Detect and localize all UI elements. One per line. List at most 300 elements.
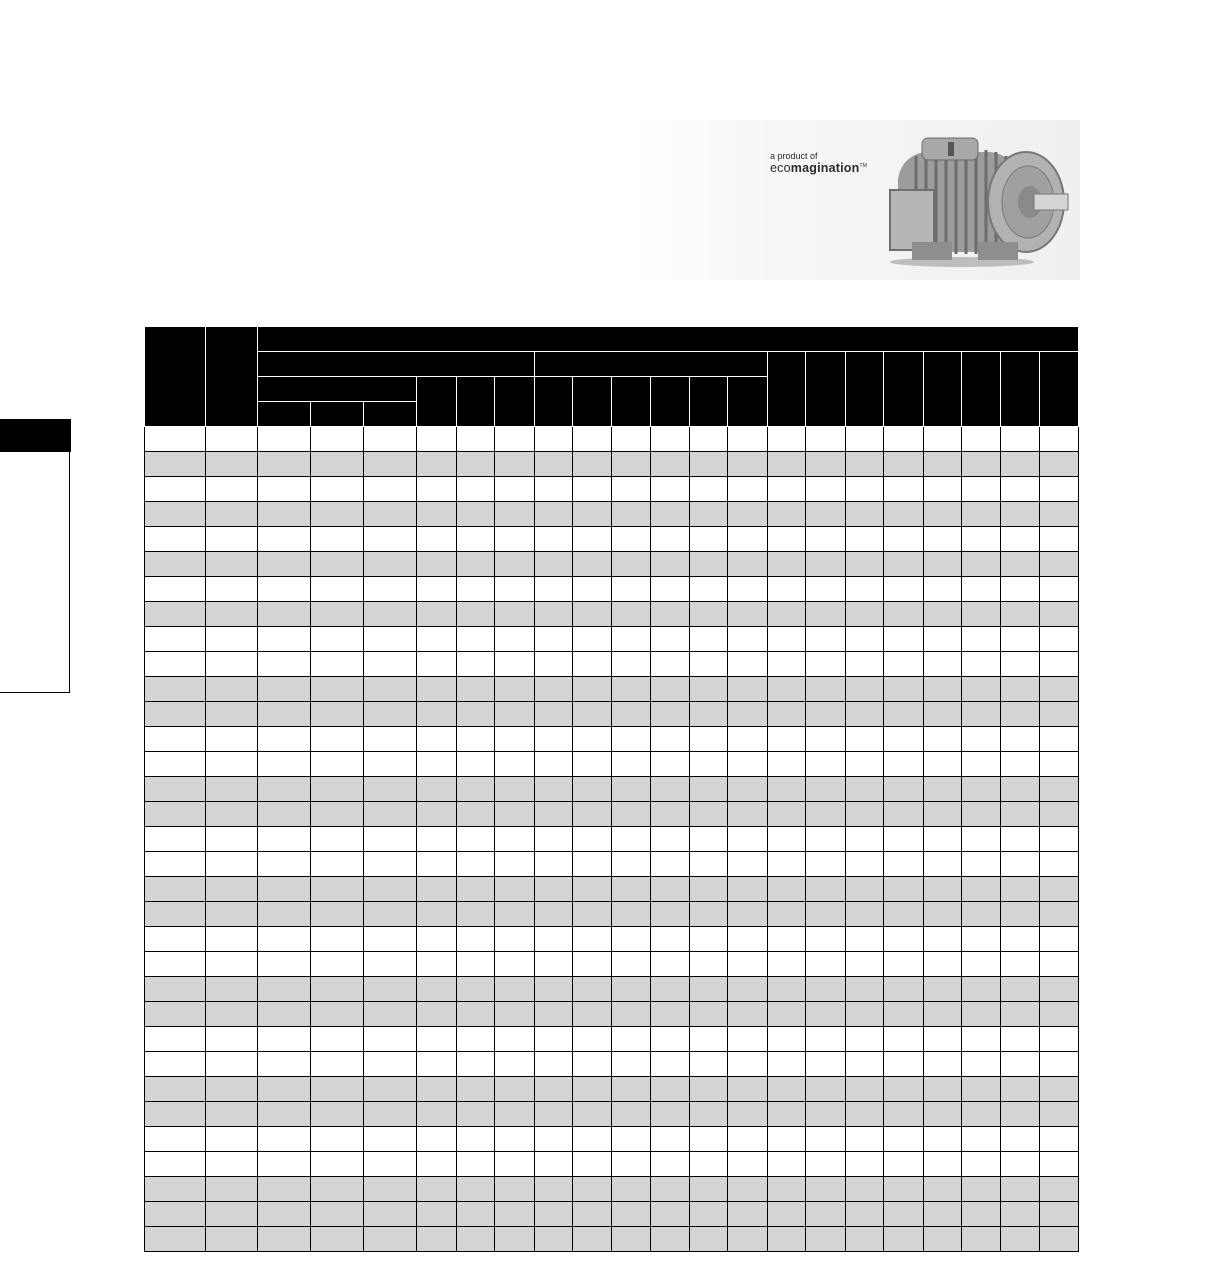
table-cell	[611, 702, 651, 727]
table-cell	[573, 977, 611, 1002]
header-cell	[311, 402, 364, 427]
table-cell	[651, 1077, 689, 1102]
table-cell	[364, 427, 417, 452]
table-cell	[884, 752, 924, 777]
table-cell	[651, 927, 689, 952]
tagline-brand	[770, 162, 867, 176]
table-cell	[845, 977, 883, 1002]
table-cell	[728, 777, 768, 802]
table-cell	[456, 502, 494, 527]
table-cell	[311, 1052, 364, 1077]
table-cell	[495, 552, 535, 577]
table-cell	[495, 527, 535, 552]
header-cell	[573, 377, 611, 427]
table-cell	[573, 477, 611, 502]
table-cell	[806, 552, 846, 577]
header-cell	[495, 377, 535, 427]
table-cell	[923, 1077, 961, 1102]
table-row	[145, 1127, 1079, 1152]
table-cell	[611, 927, 651, 952]
table-cell	[258, 1227, 311, 1252]
table-cell	[364, 752, 417, 777]
table-cell	[845, 777, 883, 802]
table-row	[145, 1052, 1079, 1077]
table-cell	[534, 1077, 572, 1102]
table-cell	[311, 702, 364, 727]
table-cell	[651, 702, 689, 727]
table-cell	[456, 852, 494, 877]
brand-tm: TM	[859, 162, 868, 169]
table-cell	[767, 902, 805, 927]
tagline-small: a product of	[770, 151, 818, 161]
table-cell	[1000, 827, 1040, 852]
table-cell	[651, 1052, 689, 1077]
table-cell	[206, 602, 258, 627]
table-cell	[534, 802, 572, 827]
table-cell	[962, 1177, 1000, 1202]
table-cell	[884, 602, 924, 627]
table-cell	[573, 1052, 611, 1077]
table-cell	[923, 1227, 961, 1252]
header-cell	[728, 377, 768, 427]
table-cell	[1000, 877, 1040, 902]
table-cell	[962, 702, 1000, 727]
table-cell	[651, 827, 689, 852]
table-cell	[611, 552, 651, 577]
table-cell	[258, 577, 311, 602]
table-cell	[884, 552, 924, 577]
table-cell	[651, 427, 689, 452]
table-cell	[728, 1177, 768, 1202]
table-cell	[728, 852, 768, 877]
table-cell	[845, 902, 883, 927]
table-cell	[923, 952, 961, 977]
table-cell	[651, 752, 689, 777]
table-row	[145, 877, 1079, 902]
table-cell	[767, 1027, 805, 1052]
table-cell	[728, 677, 768, 702]
table-cell	[884, 1202, 924, 1227]
table-cell	[728, 1077, 768, 1102]
table-cell	[573, 827, 611, 852]
table-cell	[962, 952, 1000, 977]
table-cell	[845, 627, 883, 652]
table-cell	[311, 427, 364, 452]
table-cell	[884, 627, 924, 652]
table-cell	[689, 427, 727, 452]
table-cell	[611, 1002, 651, 1027]
table-cell	[1040, 1202, 1079, 1227]
table-cell	[1040, 827, 1079, 852]
header-cell-col1	[145, 327, 206, 427]
table-cell	[364, 1102, 417, 1127]
table-cell	[689, 1202, 727, 1227]
table-cell	[145, 952, 206, 977]
table-cell	[884, 1227, 924, 1252]
table-cell	[728, 1127, 768, 1152]
table-cell	[1040, 802, 1079, 827]
table-cell	[611, 577, 651, 602]
table-cell	[1000, 527, 1040, 552]
table-row	[145, 1227, 1079, 1252]
table-cell	[845, 927, 883, 952]
table-cell	[1040, 577, 1079, 602]
table-cell	[206, 777, 258, 802]
table-cell	[962, 902, 1000, 927]
table-cell	[884, 802, 924, 827]
table-cell	[611, 1052, 651, 1077]
table-cell	[206, 1177, 258, 1202]
table-cell	[962, 1202, 1000, 1227]
table-cell	[845, 727, 883, 752]
header-cell	[364, 402, 417, 427]
table-cell	[417, 1227, 457, 1252]
table-cell	[364, 527, 417, 552]
table-cell	[495, 952, 535, 977]
table-cell	[923, 527, 961, 552]
table-cell	[495, 1102, 535, 1127]
table-cell	[258, 677, 311, 702]
table-cell	[206, 977, 258, 1002]
table-cell	[806, 627, 846, 652]
header-cell	[1040, 352, 1079, 427]
table-cell	[573, 852, 611, 877]
table-cell	[534, 627, 572, 652]
table-cell	[573, 1077, 611, 1102]
table-cell	[845, 952, 883, 977]
table-cell	[145, 827, 206, 852]
table-row	[145, 927, 1079, 952]
header-cell	[1000, 352, 1040, 427]
table-cell	[767, 477, 805, 502]
table-cell	[364, 902, 417, 927]
table-cell	[206, 752, 258, 777]
table-cell	[962, 1077, 1000, 1102]
table-cell	[417, 502, 457, 527]
table-cell	[206, 652, 258, 677]
table-cell	[923, 877, 961, 902]
table-cell	[495, 777, 535, 802]
table-cell	[145, 877, 206, 902]
table-cell	[962, 1102, 1000, 1127]
table-cell	[689, 752, 727, 777]
table-cell	[845, 452, 883, 477]
table-cell	[1040, 1127, 1079, 1152]
table-cell	[923, 902, 961, 927]
table-cell	[258, 1052, 311, 1077]
table-cell	[1000, 702, 1040, 727]
table-row	[145, 752, 1079, 777]
table-cell	[534, 977, 572, 1002]
table-cell	[145, 577, 206, 602]
table-cell	[417, 977, 457, 1002]
table-cell	[417, 1027, 457, 1052]
table-cell	[923, 552, 961, 577]
table-cell	[1040, 1077, 1079, 1102]
table-cell	[311, 1027, 364, 1052]
table-cell	[495, 902, 535, 927]
table-cell	[845, 802, 883, 827]
table-cell	[311, 1152, 364, 1177]
table-cell	[364, 827, 417, 852]
table-cell	[806, 852, 846, 877]
table-cell	[495, 852, 535, 877]
table-cell	[884, 502, 924, 527]
table-cell	[767, 427, 805, 452]
table-cell	[206, 477, 258, 502]
table-cell	[364, 1177, 417, 1202]
table-cell	[573, 1102, 611, 1127]
table-cell	[258, 1127, 311, 1152]
table-cell	[258, 1152, 311, 1177]
table-cell	[364, 852, 417, 877]
table-cell	[456, 1127, 494, 1152]
table-row	[145, 852, 1079, 877]
table-cell	[962, 802, 1000, 827]
table-cell	[845, 1052, 883, 1077]
table-cell	[311, 477, 364, 502]
table-cell	[728, 1227, 768, 1252]
table-cell	[573, 777, 611, 802]
table-cell	[962, 427, 1000, 452]
table-cell	[767, 627, 805, 652]
table-cell	[845, 427, 883, 452]
table-cell	[1040, 952, 1079, 977]
table-cell	[767, 852, 805, 877]
table-cell	[456, 1077, 494, 1102]
table-header	[145, 327, 1079, 427]
header-cell	[806, 352, 846, 427]
table-cell	[767, 652, 805, 677]
table-cell	[417, 877, 457, 902]
table-cell	[145, 527, 206, 552]
table-cell	[651, 602, 689, 627]
table-cell	[923, 652, 961, 677]
table-cell	[145, 452, 206, 477]
table-cell	[573, 1202, 611, 1227]
table-cell	[417, 902, 457, 927]
table-cell	[611, 1027, 651, 1052]
table-cell	[311, 1127, 364, 1152]
table-cell	[962, 502, 1000, 527]
table-cell	[923, 502, 961, 527]
table-cell	[728, 502, 768, 527]
table-cell	[417, 702, 457, 727]
table-cell	[573, 427, 611, 452]
table-cell	[145, 1127, 206, 1152]
table-cell	[573, 527, 611, 552]
table-cell	[456, 1202, 494, 1227]
table-cell	[417, 602, 457, 627]
table-cell	[145, 702, 206, 727]
table-cell	[767, 727, 805, 752]
table-cell	[806, 1077, 846, 1102]
table-cell	[258, 1102, 311, 1127]
table-cell	[689, 952, 727, 977]
table-cell	[573, 452, 611, 477]
table-cell	[456, 927, 494, 952]
table-cell	[145, 752, 206, 777]
table-cell	[923, 827, 961, 852]
table-cell	[611, 952, 651, 977]
table-cell	[145, 652, 206, 677]
table-cell	[573, 1227, 611, 1252]
table-cell	[806, 527, 846, 552]
table-cell	[311, 952, 364, 977]
table-cell	[1000, 452, 1040, 477]
table-cell	[258, 977, 311, 1002]
table-cell	[456, 702, 494, 727]
table-cell	[573, 652, 611, 677]
table-cell	[1040, 652, 1079, 677]
table-cell	[1000, 1152, 1040, 1177]
table-cell	[364, 702, 417, 727]
table-cell	[845, 1202, 883, 1227]
table-cell	[845, 702, 883, 727]
table-cell	[1000, 1077, 1040, 1102]
table-cell	[258, 552, 311, 577]
table-cell	[573, 1027, 611, 1052]
table-cell	[573, 952, 611, 977]
table-cell	[651, 1152, 689, 1177]
table-cell	[534, 852, 572, 877]
table-cell	[311, 827, 364, 852]
table-cell	[767, 777, 805, 802]
table-cell	[689, 802, 727, 827]
table-cell	[611, 802, 651, 827]
table-cell	[258, 752, 311, 777]
header-cell	[456, 377, 494, 427]
header-cell	[884, 352, 924, 427]
table-cell	[1040, 502, 1079, 527]
table-cell	[767, 1177, 805, 1202]
table-cell	[311, 577, 364, 602]
table-cell	[884, 1177, 924, 1202]
table-cell	[311, 1077, 364, 1102]
table-cell	[145, 602, 206, 627]
table-cell	[311, 902, 364, 927]
table-cell	[651, 577, 689, 602]
table-cell	[651, 1227, 689, 1252]
table-cell	[962, 1002, 1000, 1027]
table-cell	[1000, 802, 1040, 827]
table-row	[145, 977, 1079, 1002]
table-cell	[806, 652, 846, 677]
table-cell	[845, 1127, 883, 1152]
table-cell	[728, 827, 768, 852]
table-row	[145, 427, 1079, 452]
table-cell	[311, 502, 364, 527]
table-cell	[728, 977, 768, 1002]
table-cell	[206, 1027, 258, 1052]
table-cell	[806, 427, 846, 452]
table-cell	[923, 602, 961, 627]
table-cell	[456, 777, 494, 802]
table-cell	[611, 677, 651, 702]
table-cell	[884, 927, 924, 952]
table-cell	[845, 752, 883, 777]
table-cell	[456, 752, 494, 777]
table-cell	[495, 1077, 535, 1102]
table-cell	[767, 1127, 805, 1152]
table-cell	[495, 702, 535, 727]
table-cell	[611, 827, 651, 852]
table-cell	[806, 1002, 846, 1027]
table-cell	[145, 802, 206, 827]
table-cell	[806, 452, 846, 477]
table-cell	[611, 1177, 651, 1202]
table-cell	[311, 677, 364, 702]
table-cell	[495, 1002, 535, 1027]
table-cell	[495, 752, 535, 777]
table-cell	[145, 1227, 206, 1252]
table-body	[145, 427, 1079, 1252]
table-cell	[573, 602, 611, 627]
table-cell	[767, 1152, 805, 1177]
table-cell	[364, 952, 417, 977]
table-cell	[962, 727, 1000, 752]
table-cell	[206, 877, 258, 902]
table-cell	[456, 627, 494, 652]
table-cell	[689, 1152, 727, 1177]
table-row	[145, 777, 1079, 802]
table-cell	[573, 877, 611, 902]
table-cell	[806, 1052, 846, 1077]
table-cell	[962, 852, 1000, 877]
table-cell	[495, 802, 535, 827]
table-cell	[417, 652, 457, 677]
table-cell	[806, 1102, 846, 1127]
table-cell	[417, 827, 457, 852]
table-cell	[962, 827, 1000, 852]
table-cell	[689, 1027, 727, 1052]
table-cell	[923, 1102, 961, 1127]
table-cell	[573, 752, 611, 777]
table-cell	[573, 727, 611, 752]
table-cell	[611, 727, 651, 752]
table-cell	[206, 902, 258, 927]
table-cell	[206, 1202, 258, 1227]
table-cell	[495, 1202, 535, 1227]
table-cell	[1040, 977, 1079, 1002]
header-cell	[417, 377, 457, 427]
table-cell	[311, 977, 364, 1002]
table-cell	[962, 777, 1000, 802]
table-cell	[145, 1177, 206, 1202]
table-cell	[884, 577, 924, 602]
table-row	[145, 1102, 1079, 1127]
table-cell	[884, 1077, 924, 1102]
table-cell	[534, 577, 572, 602]
table-cell	[1040, 752, 1079, 777]
table-cell	[806, 802, 846, 827]
table-cell	[689, 602, 727, 627]
table-cell	[611, 1152, 651, 1177]
header-cell	[689, 377, 727, 427]
table-cell	[206, 627, 258, 652]
table-cell	[364, 1152, 417, 1177]
table-cell	[364, 927, 417, 952]
table-cell	[962, 877, 1000, 902]
table-cell	[1000, 927, 1040, 952]
header-cell	[611, 377, 651, 427]
table-cell	[417, 952, 457, 977]
table-cell	[311, 527, 364, 552]
table-cell	[651, 877, 689, 902]
table-cell	[923, 727, 961, 752]
table-cell	[806, 977, 846, 1002]
table-cell	[534, 827, 572, 852]
